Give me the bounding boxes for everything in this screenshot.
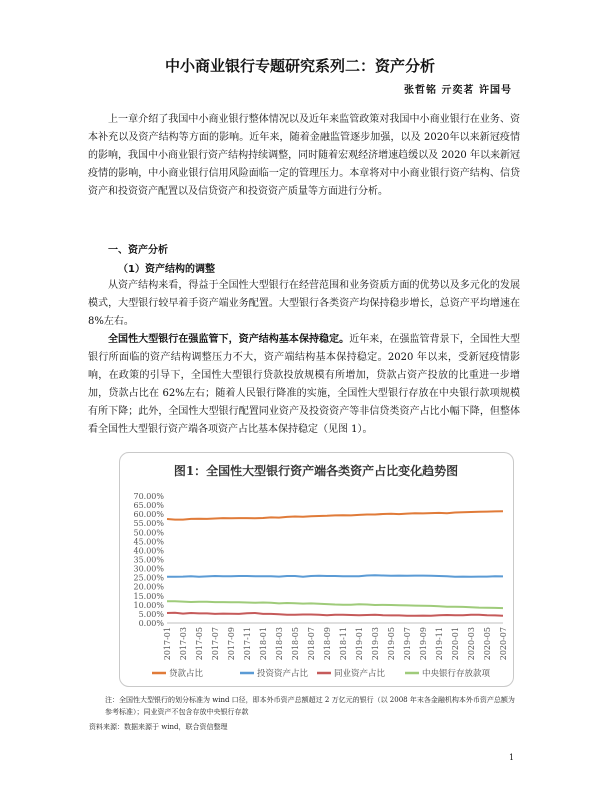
y-tick-label: 35.00% [133,555,164,565]
x-tick-label: 2019-09 [419,627,428,661]
x-tick-label: 2019-07 [403,627,412,661]
x-tick-label: 2019-01 [355,627,364,661]
y-tick-label: 65.00% [133,501,164,511]
paragraph-stability [88,331,520,439]
legend-label: 贷款占比 [169,669,204,679]
legend-label: 投资资产占比 [257,669,309,679]
legend-label: 中央银行存放款项 [422,669,491,679]
y-tick-label: 60.00% [133,510,164,520]
page-title: 中小商业银行专题研究系列二：资产分析 [164,57,435,75]
subsection-heading: （1）资产结构的调整 [118,264,215,275]
y-tick-label: 20.00% [133,582,164,592]
y-tick-label: 30.00% [133,564,164,574]
x-tick-label: 2020-03 [467,627,476,661]
y-tick-label: 0.00% [138,619,164,628]
legend-label: 同业资产占比 [334,669,386,679]
series-line-2 [167,575,503,576]
x-tick-label: 2017-01 [163,627,172,661]
x-tick-label: 2019-11 [435,627,444,661]
x-tick-label: 2018-01 [259,627,268,661]
y-tick-label: 45.00% [133,537,164,547]
chart-container [119,452,514,687]
x-tick-label: 2017-11 [243,627,252,661]
section-heading: 一、资产分析 [108,245,168,256]
x-tick-label: 2018-05 [291,627,300,661]
page-number: 1 [509,753,515,762]
data-source: 资料来源：数据来源于 wind，联合资信整理 [89,723,228,731]
series-line-3 [167,613,503,616]
footnote: 注：全国性大型银行的划分标准为 wind 口径，即本外币资产总额超过 2 万亿元的银行（以 2008 年末各金融机构本外币资产总额为参考标准）；同业资产不包含存放中央银行存款 [105,696,515,716]
series-line-1 [167,511,503,519]
x-tick-label: 2020-05 [483,627,492,661]
x-tick-label: 2017-03 [179,627,188,661]
x-tick-label: 2018-11 [339,627,348,661]
y-tick-label: 55.00% [133,519,164,529]
y-tick-label: 10.00% [133,600,164,610]
y-tick-label: 15.00% [133,591,164,601]
x-tick-label: 2019-05 [387,627,396,661]
line-chart [120,453,513,686]
x-tick-label: 2018-03 [275,627,284,661]
x-tick-label: 2018-07 [307,627,316,661]
y-tick-label: 5.00% [138,609,164,619]
paragraph-asset-structure: 从资产结构来看，得益于全国性大型银行在经营范围和业务资质方面的优势以及多元化的发展模式，大型银行较早着手资产端业务配置。大型银行各类资产均保持稳步增长，总资产平均增速在 8%左右。 [88,280,520,327]
authors: 张哲铭 亓奕茗 许国号 [404,85,512,96]
x-tick-label: 2018-09 [323,627,332,661]
x-tick-label: 2017-05 [195,627,204,661]
series-line-4 [167,601,503,608]
y-tick-label: 70.00% [133,492,164,501]
intro-paragraph: 上一章介绍了我国中小商业银行整体情况以及近年来监管政策对我国中小商业银行在业务、资本补充以及资产结构等方面的影响。近年来，随着金融监管逐步加强，以及 2020年以来新冠疫情的影响，我国中小商业银行资产结构持续调整，同时随着宏观经济增速趋缓以及 2020 年以来新冠疫情的影响，中小商业银行信用风险面临一定的管理压力。本章将对中小商业银行资产结构、信贷资产和投资资产配置以及信贷资产和投资资产质量等方面进行分析。 [88,114,520,197]
x-tick-label: 2019-03 [371,627,380,661]
paragraph-lead: 全国性大型银行在强监管下，资产结构基本保持稳定。 [108,334,350,345]
x-tick-label: 2017-07 [211,627,220,661]
chart-title: 图1：全国性大型银行资产端各类资产占比变化趋势图 [173,464,459,478]
y-tick-label: 40.00% [133,546,164,556]
paragraph-body: 近年来，在强监管背景下，全国性大型银行所面临的资产结构调整压力不大，资产端结构基本保持稳定。2020 年以来，受新冠疫情影响，在政策的引导下，全国性大型银行贷款投放规模有所增加，贷款占资产投放的比重进一步增加，贷款占比在 62%左右；随着人民银行降准的实施，全国性大型银行存放在中央银行款项规模有所下降；此外，全国性大型银行配置同业资产及投资资产等非信贷类资产占比小幅下降，但整体看全国性大型银行资产端各项资产占比基本保持稳定（见图 1）。 [88,334,521,435]
x-tick-label: 2017-09 [227,627,236,661]
y-tick-label: 50.00% [133,528,164,538]
x-tick-label: 2020-01 [451,627,460,661]
x-tick-label: 2020-07 [499,627,508,661]
y-tick-label: 25.00% [133,573,164,583]
